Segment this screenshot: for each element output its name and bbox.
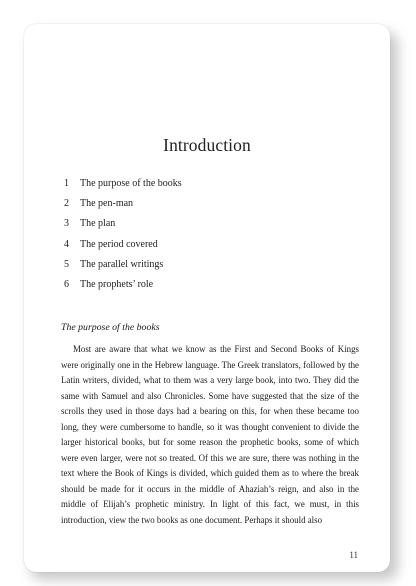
page-number: 11 — [349, 550, 358, 560]
chapter-title: Introduction — [163, 135, 251, 155]
section-heading: The purpose of the books — [61, 322, 160, 333]
toc-item-label: The prophets’ role — [80, 278, 154, 290]
toc-item-number: 4 — [64, 238, 69, 250]
toc-item-number: 3 — [64, 218, 69, 230]
toc-item — [64, 198, 182, 218]
toc-item-number: 1 — [64, 178, 69, 189]
toc-item-number: 6 — [64, 278, 69, 290]
toc-item — [64, 178, 182, 198]
toc-item-label: The pen-man — [80, 198, 134, 210]
toc-item-number: 5 — [64, 258, 69, 270]
toc-item-label: The plan — [80, 218, 116, 230]
toc-item-label: The parallel writings — [80, 258, 164, 270]
toc-item — [64, 239, 182, 259]
body-paragraph: Most are aware that what we know as the First and Second Books of Kings were originally one in the Hebrew language. The Greek translators, followed by the Latin writers, divided, what to them was a very large book, into two. They did the same with Samuel and also Chronicles. Some have suggested that the size of the scrolls they used in those days had a bearing on this, for when these became too long, they were cumbersome to handle, so it was thought convenient to divide the larger historical books, but for some reason the prophetic books, some of which were even larger, were not so treated. Of this we are sure, there was nothing in the text where the Book of Kings is divided, which guided them as to where the break should be made for it occurs in the middle of Ahaziah’s reign, and also in the middle of Elijah’s prophetic ministry. In light of this fact, we must, in this introduction, view the two books as one document. Perhaps it should also — [61, 344, 359, 525]
toc-item-label: The period covered — [80, 238, 158, 250]
book-page — [24, 24, 390, 572]
table-of-contents — [64, 178, 182, 299]
toc-item — [64, 218, 182, 238]
toc-item — [64, 259, 182, 279]
toc-item-label: The purpose of the books — [80, 178, 182, 189]
toc-item-number: 2 — [64, 198, 69, 210]
toc-item — [64, 279, 182, 299]
